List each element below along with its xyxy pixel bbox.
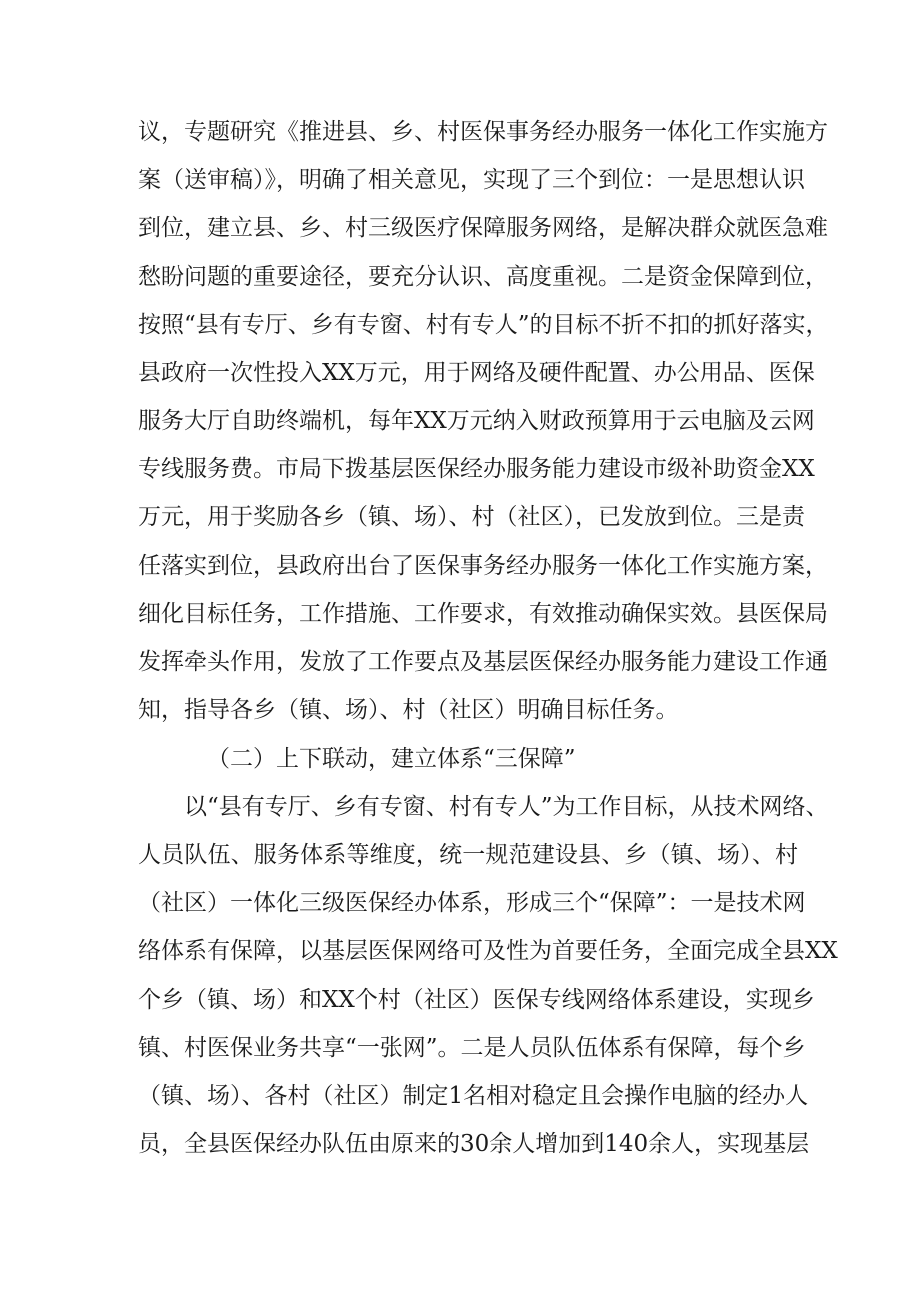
paragraph-line: （镇、场）、各村（社区）制定1名相对稳定且会操作电脑的经办人	[138, 1083, 809, 1109]
paragraph-line: 发挥牵头作用，发放了工作要点及基层医保经办服务能力建设工作通	[138, 649, 828, 675]
paragraph-line: 以“县有专厅、乡有专窗、村有专人”为工作目标，从技术网络、	[184, 794, 829, 820]
paragraph-line: 知，指导各乡（镇、场）、村（社区）明确目标任务。	[138, 697, 679, 723]
paragraph-line: 个乡（镇、场）和XX个村（社区）医保专线网络体系建设，实现乡	[138, 987, 815, 1013]
paragraph-line: 到位，建立县、乡、村三级医疗保障服务网络，是解决群众就医急难	[138, 215, 828, 241]
paragraph-line: 县政府一次性投入XX万元，用于网络及硬件配置、办公用品、医保	[138, 360, 815, 386]
paragraph-line: 议，专题研究《推进县、乡、村医保事务经办服务一体化工作实施方	[138, 119, 828, 145]
paragraph-line: 愁盼问题的重要途径，要充分认识、高度重视。二是资金保障到位，	[138, 264, 828, 290]
paragraph-line: 镇、村医保业务共享“一张网”。二是人员队伍体系有保障，每个乡	[138, 1035, 806, 1061]
paragraph-line: 络体系有保障，以基层医保网络可及性为首要任务，全面完成全县XX	[138, 938, 838, 964]
paragraph-line: 任落实到位，县政府出台了医保事务经办服务一体化工作实施方案，	[138, 553, 828, 579]
section-heading: （二）上下联动，建立体系“三保障”	[207, 746, 576, 772]
paragraph-line: 服务大厅自助终端机，每年XX万元纳入财政预算用于云电脑及云网	[138, 408, 815, 434]
paragraph-line: 案（送审稿）》，明确了相关意见，实现了三个到位：一是思想认识	[138, 167, 805, 193]
paragraph-line: 万元，用于奖励各乡（镇、场）、村（社区），已发放到位。三是责	[138, 504, 805, 530]
paragraph-line: 员，全县医保经办队伍由原来的30余人增加到140余人，实现基层	[138, 1131, 810, 1157]
paragraph-line: 按照“县有专厅、乡有专窗、村有专人”的目标不折不扣的抓好落实，	[138, 312, 829, 338]
paragraph-line: （社区）一体化三级医保经办体系，形成三个“保障”：一是技术网	[138, 890, 806, 916]
paragraph-line: 细化目标任务，工作措施、工作要求，有效推动确保实效。县医保局	[138, 601, 828, 627]
paragraph-line: 专线服务费。市局下拨基层医保经办服务能力建设市级补助资金XX	[138, 456, 815, 482]
paragraph-line: 人员队伍、服务体系等维度，统一规范建设县、乡（镇、场）、村	[138, 842, 798, 868]
